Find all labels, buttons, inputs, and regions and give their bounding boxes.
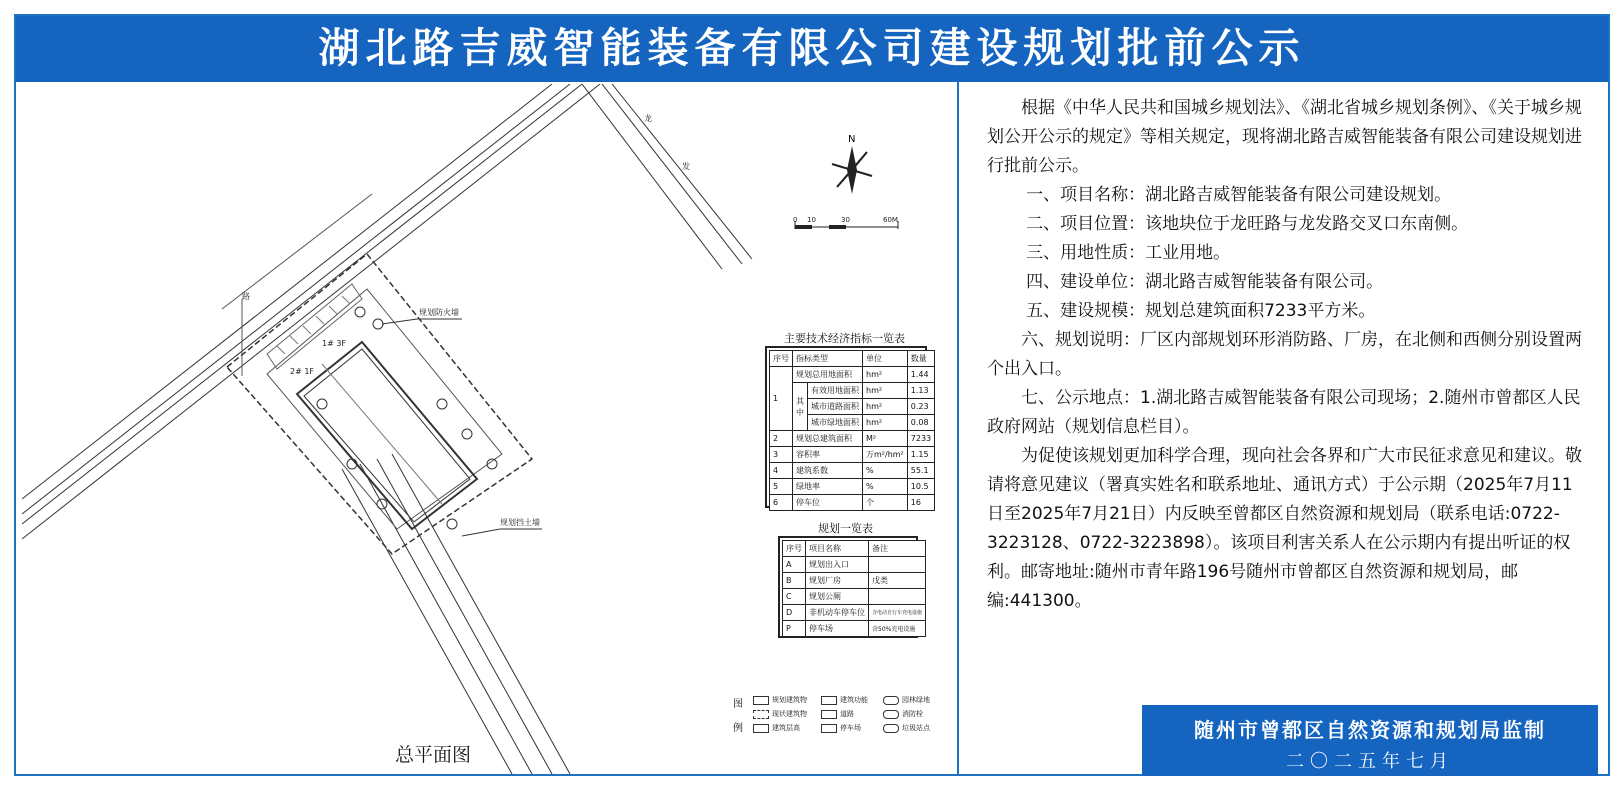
legend-item: 建筑层高 <box>753 723 800 733</box>
row-item: 有效用地面积 <box>808 383 863 399</box>
row-note <box>869 589 926 605</box>
column-divider <box>957 82 959 776</box>
row-unit: % <box>863 463 908 479</box>
row-item: 城市道路面积 <box>808 399 863 415</box>
notice-item: 二、项目位置：该地块位于龙旺路与龙发路交叉口东南侧。 <box>1026 214 1469 234</box>
row-item: 规划总建筑面积 <box>793 431 863 447</box>
row-no: 4 <box>770 463 793 479</box>
road-icon <box>821 710 837 719</box>
row-no: 2 <box>770 431 793 447</box>
row-item: 容积率 <box>793 447 863 463</box>
supervisor-date: 二〇二五年七月 <box>1286 751 1454 772</box>
notice-item-7: 七、公示地点：1.湖北路吉威智能装备有限公司现场；2.随州市曾都区人民政府网站（规划信息栏目）。 <box>987 388 1581 437</box>
page-title: 湖北路吉威智能装备有限公司建设规划批前公示 <box>318 24 1306 72</box>
row-unit: 个 <box>863 495 908 511</box>
building-height-icon <box>753 724 769 733</box>
group-label: 其中 <box>793 383 808 431</box>
north-label: N <box>848 134 856 145</box>
table-row <box>783 605 926 621</box>
legend-label-tu: 图 <box>733 699 743 710</box>
row-value: 55.1 <box>907 463 934 479</box>
notice-item-6: 六、规划说明：厂区内部规划环形消防路、厂房，在北侧和西侧分别设置两个出入口。 <box>987 330 1582 379</box>
notice-item: 五、建设规模：规划总建筑面积7233平方米。 <box>1026 301 1376 321</box>
header-cell: 单位 <box>863 351 908 367</box>
legend-item: 园林绿地 <box>883 695 930 705</box>
planned-building-icon <box>753 696 769 705</box>
table-row <box>770 463 935 479</box>
header-cell: 备注 <box>869 541 926 557</box>
row-item: 停车位 <box>793 495 863 511</box>
header-cell: 序号 <box>783 541 806 557</box>
plan-table-header <box>783 541 926 557</box>
map-legend <box>733 695 943 737</box>
notice-item: 一、项目名称：湖北路吉威智能装备有限公司建设规划。 <box>1026 185 1452 205</box>
tech-table <box>769 350 935 511</box>
row-name: 停车场 <box>806 621 869 637</box>
building-function-icon <box>821 696 837 705</box>
row-unit: hm² <box>863 383 908 399</box>
row-no: B <box>783 573 806 589</box>
plan-caption: 总平面图 <box>395 744 472 766</box>
compass-icon <box>827 132 877 202</box>
row-no: 1 <box>770 367 793 431</box>
supervisor-org: 随州市曾都区自然资源和规划局监制 <box>1194 718 1546 742</box>
row-no: A <box>783 557 806 573</box>
row-value: 0.08 <box>907 415 934 431</box>
row-note: 含电动自行车充电设施 <box>869 605 926 621</box>
table-row <box>770 447 935 463</box>
row-name: 规划公厕 <box>806 589 869 605</box>
legend-item: 建筑功能 <box>821 695 868 705</box>
row-unit: 万m²/hm² <box>863 447 908 463</box>
notice-item: 三、用地性质：工业用地。 <box>1026 243 1231 263</box>
row-value: 1.15 <box>907 447 934 463</box>
legend-item: 现状建筑物 <box>753 709 807 719</box>
fire-wall-label: 规划防火墙 <box>419 308 459 317</box>
row-item: 规划总用地面积 <box>793 367 863 383</box>
row-item: 建筑系数 <box>793 463 863 479</box>
plan-table-title: 规划一览表 <box>818 522 873 535</box>
table-row <box>770 479 935 495</box>
row-name: 规划出入口 <box>806 557 869 573</box>
row-no: 3 <box>770 447 793 463</box>
scale-60: 60M <box>883 216 898 224</box>
row-unit: hm² <box>863 415 908 431</box>
notice-intro: 根据《中华人民共和国城乡规划法》、《湖北省城乡规划条例》、《关于城乡规划公开公示的规定》等相关规定，现将湖北路吉威智能装备有限公司建设规划进行批前公示。 <box>987 98 1582 176</box>
table-row <box>770 431 935 447</box>
plan-table <box>782 540 926 637</box>
supervisor-block <box>1142 705 1598 776</box>
row-value: 1.44 <box>907 367 934 383</box>
table-row <box>770 367 935 383</box>
table-row <box>783 589 926 605</box>
table-row <box>770 383 935 399</box>
row-no: D <box>783 605 806 621</box>
header-cell: 序号 <box>770 351 793 367</box>
building1-label: 1# 3F <box>322 339 347 348</box>
building2-label: 2# 1F <box>290 367 315 376</box>
legend-item: 停车场 <box>821 723 861 733</box>
legend-item: 垃圾站点 <box>883 723 930 733</box>
table-row <box>783 621 926 637</box>
scale-10: 10 <box>807 216 816 224</box>
row-unit: M² <box>863 431 908 447</box>
row-unit: hm² <box>863 367 908 383</box>
header-cell: 项目名称 <box>806 541 869 557</box>
row-value: 0.23 <box>907 399 934 415</box>
row-note: 戊类 <box>869 573 926 589</box>
table-row <box>783 557 926 573</box>
row-no: P <box>783 621 806 637</box>
garbage-station-icon <box>883 724 899 733</box>
row-value: 7233 <box>907 431 934 447</box>
row-unit: % <box>863 479 908 495</box>
road-label-wang: 路 <box>242 292 250 301</box>
legend-label-li: 例 <box>733 723 743 734</box>
notice-item: 四、建设单位：湖北路吉威智能装备有限公司。 <box>1026 272 1384 292</box>
notice-closing: 为促使该规划更加科学合理，现向社会各界和广大市民征求意见和建议。敬请将意见建议（署真实姓名和联系地址、通讯方式）于公示期（2025年7月11日至2025年7月21日）内反映至曾都区自然资源和规划局（联系电话:0722-3223128、0722-3223898）。该项目利害关系人在公示期内有提出听证的权利。邮寄地址:随州市青年路196号随州市曾都区自然资源和规划局，邮编:441300。 <box>987 446 1582 611</box>
table-row <box>783 573 926 589</box>
header-cell: 数量 <box>907 351 934 367</box>
row-note: 含50%充电设施 <box>869 621 926 637</box>
row-item: 绿地率 <box>793 479 863 495</box>
row-name: 非机动车停车位 <box>806 605 869 621</box>
table-row <box>770 495 935 511</box>
legend-item: 消防栓 <box>883 709 923 719</box>
row-no: 6 <box>770 495 793 511</box>
row-no: C <box>783 589 806 605</box>
legend-item: 道路 <box>821 709 854 719</box>
tech-table-header <box>770 351 935 367</box>
row-no: 5 <box>770 479 793 495</box>
header-cell: 指标类型 <box>793 351 863 367</box>
row-value: 1.13 <box>907 383 934 399</box>
row-item: 城市绿地面积 <box>808 415 863 431</box>
retaining-wall-label: 规划挡土墙 <box>500 518 540 527</box>
scale-bar <box>793 215 903 239</box>
notice-text <box>987 94 1587 616</box>
row-value: 10.5 <box>907 479 934 495</box>
scale-bar-graphic <box>793 215 903 235</box>
row-name: 规划厂房 <box>806 573 869 589</box>
row-note <box>869 557 926 573</box>
road-label-fa1: 发 <box>682 162 690 171</box>
row-unit: hm² <box>863 399 908 415</box>
scale-0: 0 <box>793 216 798 224</box>
north-arrow <box>827 132 877 206</box>
row-value: 16 <box>907 495 934 511</box>
scale-30: 30 <box>841 216 850 224</box>
legend-item: 规划建筑物 <box>753 695 807 705</box>
tech-table-title: 主要技术经济指标一览表 <box>784 332 905 345</box>
road-label-long: 龙 <box>644 114 652 123</box>
green-space-icon <box>883 696 899 705</box>
parking-icon <box>821 724 837 733</box>
fire-hydrant-icon <box>883 710 899 719</box>
existing-building-icon <box>753 710 769 719</box>
